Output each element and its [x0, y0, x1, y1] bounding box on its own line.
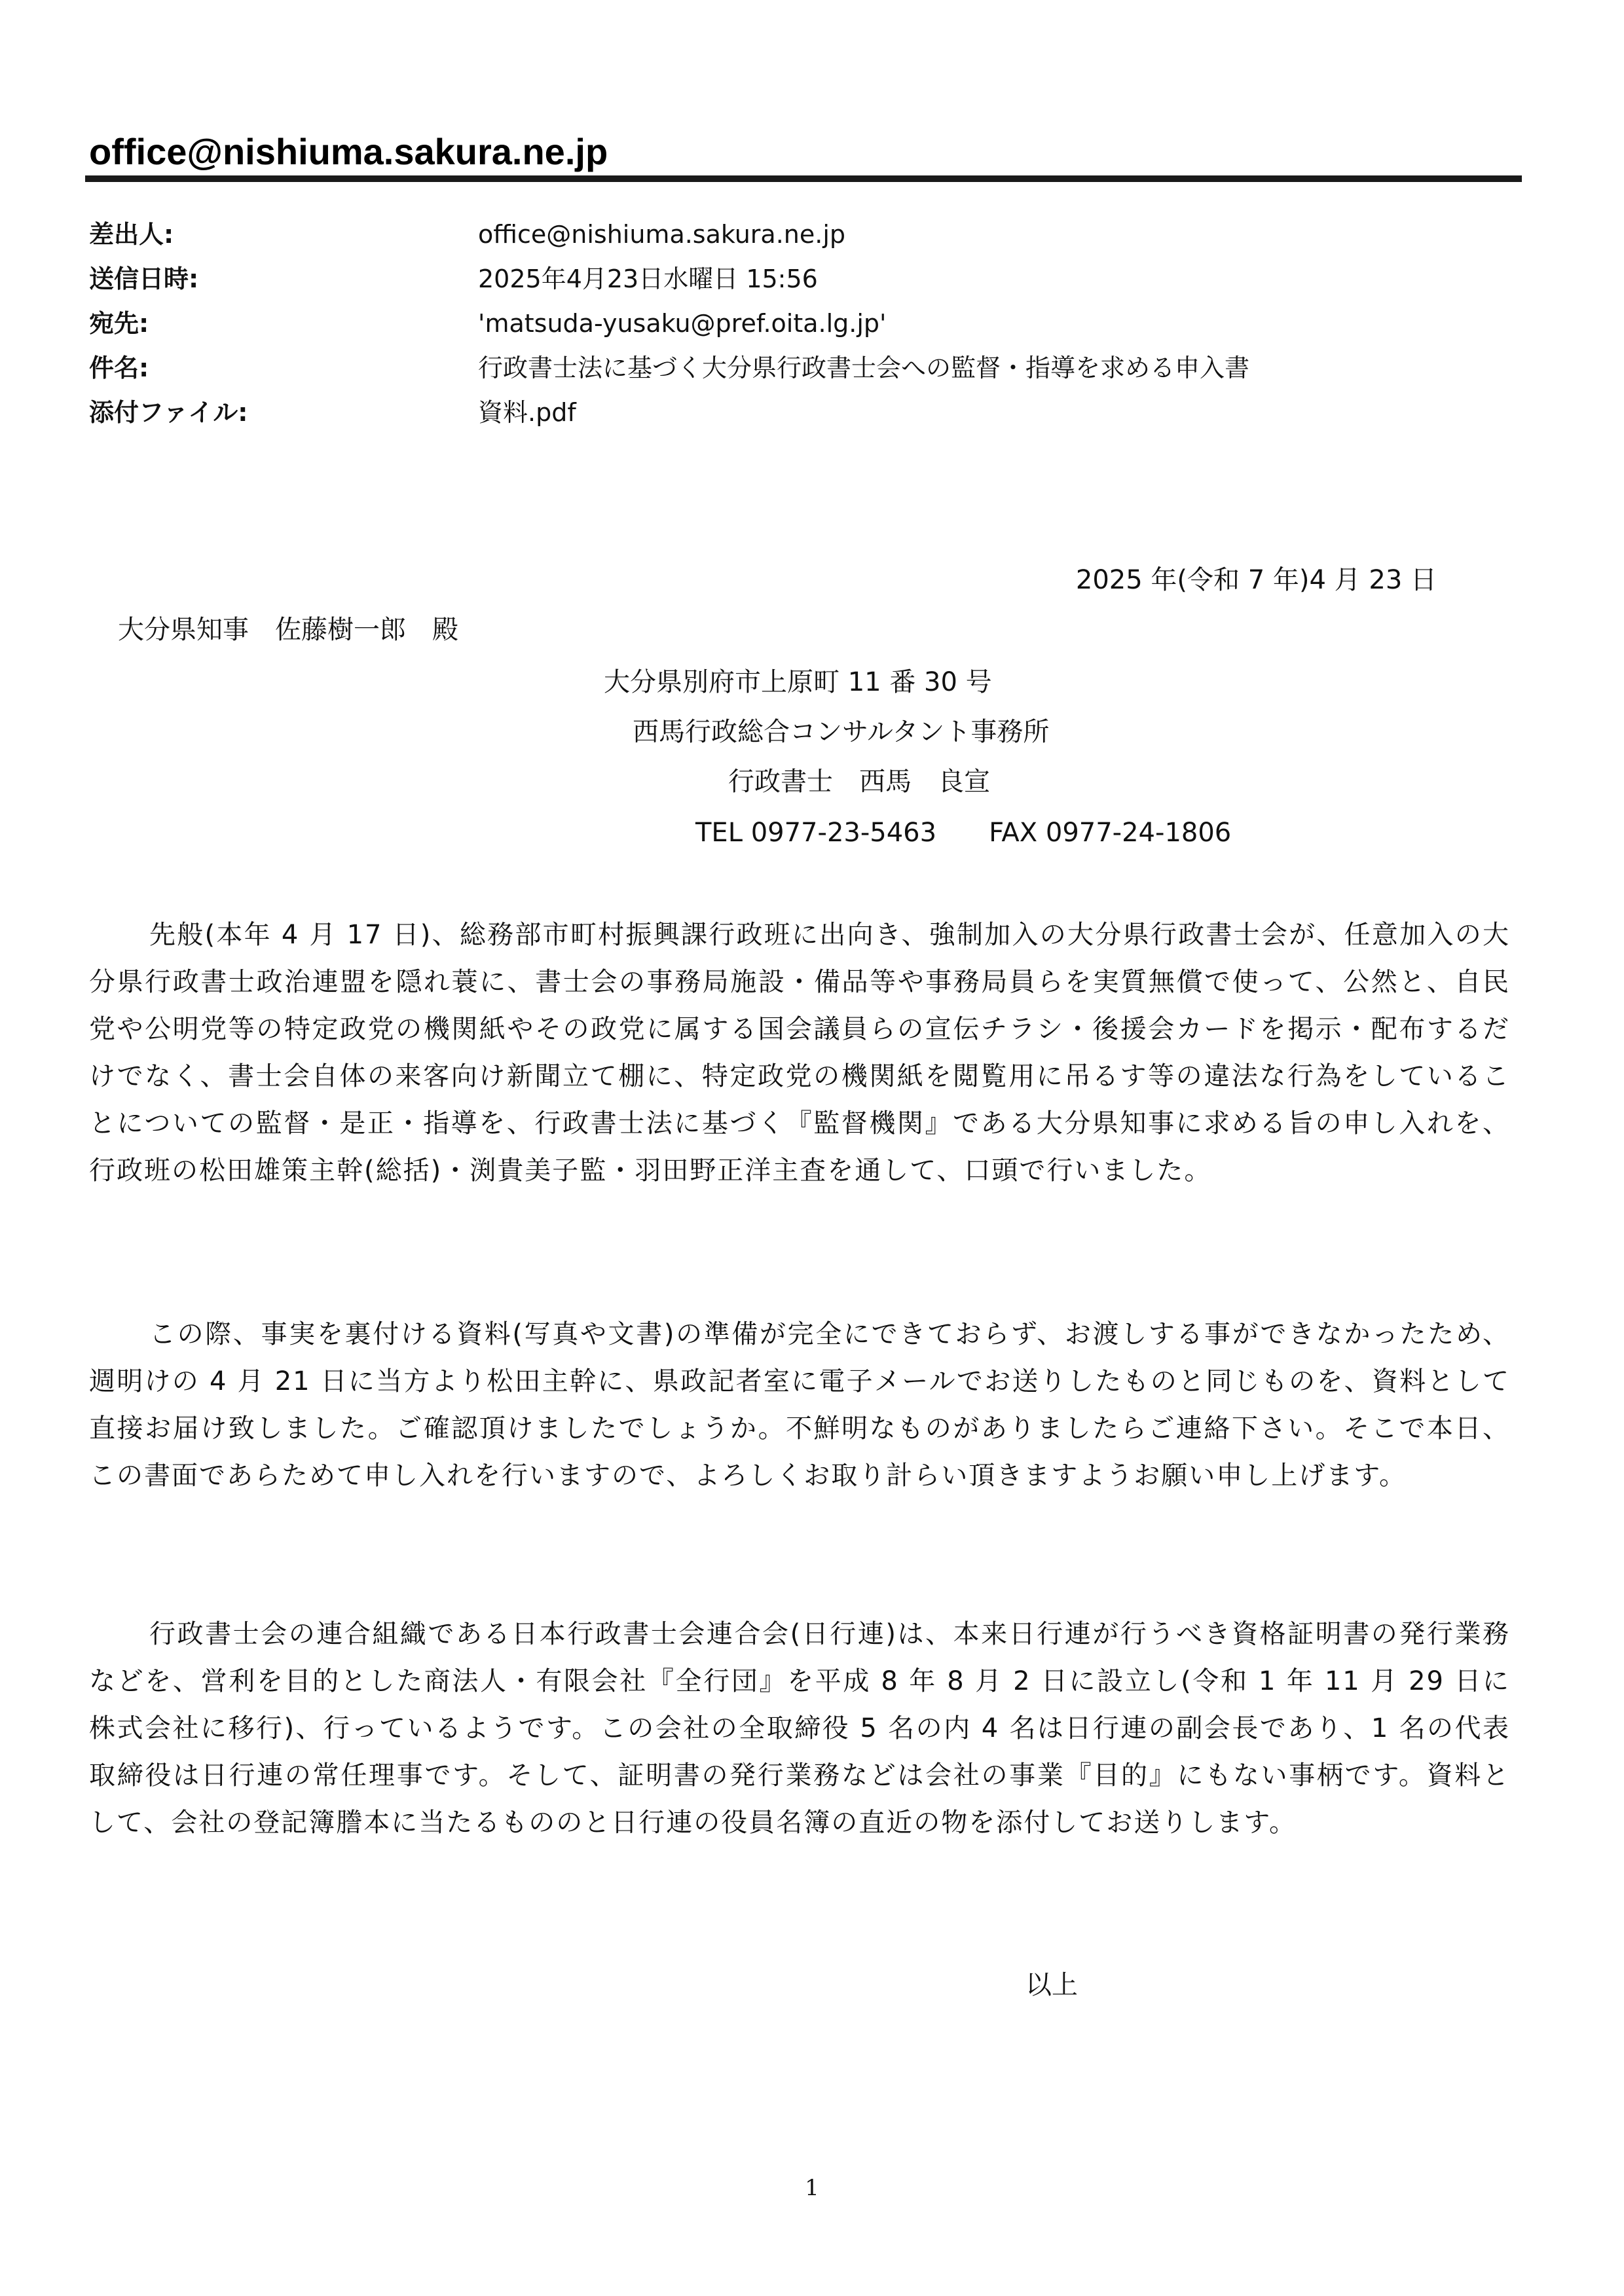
body-paragraph-3: 行政書士会の連合組織である日本行政書士会連合会(日行連)は、本来日行連が行うべき資格証明書の発行業務などを、営利を目的とした商法人・有限会社『全行団』を平成 8 年 8 月 2 日に設立し(令和 1 年 11 月 29 日に株式会社に移行)、行っているようです。この会社の全取締役 5 名の内 4 名は日行連の副会長であり、1 名の代表取締役は日行連の常任理事です。そして、証明書の発行業務などは会社の事業『目的』にもない事柄です。資料として、会社の登記簿謄本に当たるもののと日行連の役員名簿の直近の物を添付してお送りします。	[89, 1619, 1510, 1838]
page-number: 1	[805, 2175, 819, 2201]
to-label: 宛先:	[89, 309, 149, 338]
from-label: 差出人:	[89, 220, 174, 249]
attachment-value: 資料.pdf	[478, 398, 576, 427]
subject-label: 件名:	[89, 354, 149, 382]
email-field-sent	[89, 261, 1517, 300]
sender-name: 行政書士 西馬 良宣	[728, 767, 990, 797]
email-field-attachment	[89, 394, 1517, 433]
email-title: office@nishiuma.sakura.ne.jp	[89, 131, 608, 172]
to-value: 'matsuda-yusaku@pref.oita.lg.jp'	[478, 309, 887, 338]
from-value: office@nishiuma.sakura.ne.jp	[478, 220, 846, 249]
sender-contact: TEL 0977-23-5463 FAX 0977-24-1806	[695, 818, 1232, 848]
sender-address: 大分県別府市上原町 11 番 30 号	[604, 667, 992, 697]
email-field-from	[89, 216, 1517, 255]
body-paragraph-2: この際、事実を裏付ける資料(写真や文書)の準備が完全にできておらず、お渡しする事ができなかったため、週明けの 4 月 21 日に当方より松田主幹に、県政記者室に電子メールでお送りしたものと同じものを、資料として直接お届け致しました。ご確認頂けましたでしょうか。不鮮明なものがありましたらご連絡下さい。そこで本日、この書面であらためて申し入れを行いますので、よろしくお取り計らい頂きますようお願い申し上げます。	[89, 1319, 1510, 1491]
letter-closing: 以上	[1025, 1970, 1078, 2000]
sender-office: 西馬行政総合コンサルタント事務所	[633, 717, 1050, 747]
email-field-subject	[89, 350, 1517, 389]
letter-addressee: 大分県知事 佐藤樹一郎 殿	[118, 615, 458, 645]
email-field-to	[89, 305, 1517, 344]
header-divider	[85, 175, 1522, 182]
body-paragraph-1: 先般(本年 4 月 17 日)、総務部市町村振興課行政班に出向き、強制加入の大分県行政書士会が、任意加入の大分県行政書士政治連盟を隠れ蓑に、書士会の事務局施設・備品等や事務局員らを実質無償で使って、公然と、自民党や公明党等の特定政党の機関紙やその政党に属する国会議員らの宣伝チラシ・後援会カードを掲示・配布するだけでなく、書士会自体の来客向け新聞立て棚に、特定政党の機関紙を閲覧用に吊るす等の違法な行為をしていることについての監督・是正・指導を、行政書士法に基づく『監督機関』である大分県知事に求める旨の申し入れを、行政班の松田雄策主幹(総括)・渕貴美子監・羽田野正洋主査を通して、口頭で行いました。	[89, 920, 1510, 1186]
sent-label: 送信日時:	[89, 264, 199, 293]
sent-value: 2025年4月23日水曜日 15:56	[478, 264, 818, 293]
letter-date: 2025 年(令和 7 年)4 月 23 日	[1075, 565, 1437, 595]
attachment-label: 添付ファイル:	[89, 398, 248, 427]
subject-value: 行政書士法に基づく大分県行政書士会への監督・指導を求める申入書	[478, 354, 1250, 382]
